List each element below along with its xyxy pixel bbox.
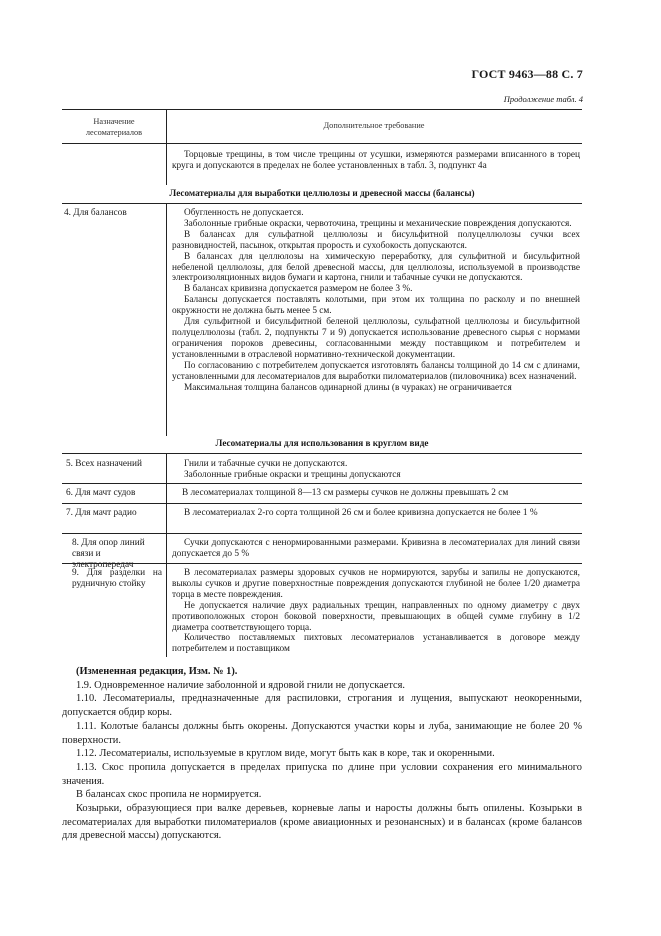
row8-rule xyxy=(62,563,582,564)
row6-rule xyxy=(62,503,582,504)
section-title-balances: Лесоматериалы для выработки целлюлозы и древесной массы (балансы) xyxy=(169,188,475,198)
row8-divider xyxy=(166,533,167,563)
row7-divider xyxy=(166,503,167,533)
column-header-purpose: Назначение лесоматериалов xyxy=(85,117,143,137)
row6-text: В лесоматериалах толщиной 8—13 см размеры сучков не должны превышать 2 см xyxy=(182,488,509,498)
row9-text: В лесоматериалах размеры здоровых сучков не нормируются, зарубы и запилы не допускаются, выколы сучков и другие поверхностные повреждения допускаются глубиной не более 1/20 диаметра торца в месте повреждения. Не допускается наличие двух радиальных трещин, направленных по одному диаметру с двух противоположных сторон боковой поверхности, превышающих в общей сумме глубину в 1/2 диаметра соответствующего торца. Количество поставляемых пихтовых лесоматериалов устанавливается в договоре между потребителем и поставщиком xyxy=(172,568,580,655)
section2-rule xyxy=(62,453,582,454)
page-header: ГОСТ 9463—88 С. 7 xyxy=(471,67,583,81)
row5-text: Гнили и табачные сучки не допускаются. Заболонные грибные окраски и трещины допускаются xyxy=(184,459,401,480)
table-continuation-label: Продолжение табл. 4 xyxy=(503,94,583,104)
row5-divider xyxy=(166,453,167,483)
table-top-rule xyxy=(62,109,582,110)
row-name-radio-masts: 7. Для мачт радио xyxy=(66,508,137,518)
row4-text: Обугленность не допускается. Заболонные грибные окраски, червоточина, трещины и механические повреждения допускаются. В балансах для сульфатной целлюлозы и бисульфитной полуцеллюлозы сучки всех разновидностей, пасынок, открытая прорость и сухобокость допускаются. В балансах для целлюлозы на химическую переработку, для сульфитной и бисульфитной небеленой целлюлозы, для белой древесной массы, для целлюлозы, используемой в производстве электроизоляционных видов бумаги и картона, гнили и табачные сучки не допускаются. В балансах кривизна допускается размером не более 3 %. Балансы допускается поставлять колотыми, при этом их толщина по расколу и по внешней окружности не должна быть менее 5 см. Для сульфитной и бисульфитной беленой целлюлозы, сульфатной целлюлозы и бисульфитной полуцеллюлозы (табл. 2, подпункты 7 и 9) допускается использование древесного сырья с нормами ограничения пороков древесины, согласованными между поставщиком и потребителем и установленными в отраслевой нормативно-технической документации. По согласованию с потребителем допускается изготовлять балансы толщиной до 14 см с длинами, установленными для лесоматериалов для выработки пиломатериалов (пиловочника) всех назначений. Максимальная толщина балансов одинарной длины (в чураках) не ограничивается xyxy=(172,208,580,393)
row-name-line-poles: 8. Для опор линий связи и электропередач xyxy=(72,538,145,570)
row8-text: Сучки допускаются с ненормированными размерами. Кривизна в лесоматериалах для линий связи допускается до 5 % xyxy=(172,538,580,559)
row6-divider xyxy=(166,483,167,503)
row-name-mine-props: 9. Для разделки на рудничную стойку xyxy=(72,568,162,589)
column-header-requirement: Дополнительное требование xyxy=(323,121,425,130)
row7-text: В лесоматериалах 2-го сорта толщиной 26 см и более кривизна допускается не более 1 % xyxy=(184,508,538,518)
section-title-round-timber: Лесоматериалы для использования в круглом виде xyxy=(215,438,429,448)
body-text: (Измененная редакция, Изм. № 1). 1.9. Одновременное наличие заболонной и ядровой гнили не допускается. 1.10. Лесоматериалы, предназначенные для распиловки, строгания и лущения, выпускают неокоренными, допускается обдир коры. 1.11. Колотые балансы должны быть окорены. Допускаются участки коры и луба, занимающие не более 20 % поверхности. 1.12. Лесоматериалы, используемые в круглом виде, могут быть как в коре, так и окоренными. 1.13. Скос пропила допускается в пределах припуска по длине при условии сохранения его минимального значения. В балансах скос пропила не нормируется. Козырьки, образующиеся при валке деревьев, корневые лапы и наросты должны быть опилены. Козырьки в лесоматериалах для выработки пиломатериалов (кроме авиационных и резонансных) и в балансах (кроме балансов для древесной массы) допускаются. xyxy=(62,666,582,842)
row5-rule xyxy=(62,483,582,484)
top-cell-text: Торцовые трещины, в том числе трещины от усушки, измеряются размерами вписанного в торец круга и допускаются в пределах не более установленных в табл. 3, подпункт 4а xyxy=(172,150,580,171)
row7-rule xyxy=(62,533,582,534)
table-header-rule xyxy=(62,143,582,144)
row4-divider xyxy=(166,203,167,436)
row-name-balances: 4. Для балансов xyxy=(64,208,127,218)
row-name-ship-masts: 6. Для мачт судов xyxy=(66,488,136,498)
row9-divider xyxy=(166,563,167,657)
section1-rule xyxy=(62,203,582,204)
row-name-all-purposes: 5. Всех назначений xyxy=(66,459,142,469)
top-cell-divider xyxy=(166,143,167,185)
